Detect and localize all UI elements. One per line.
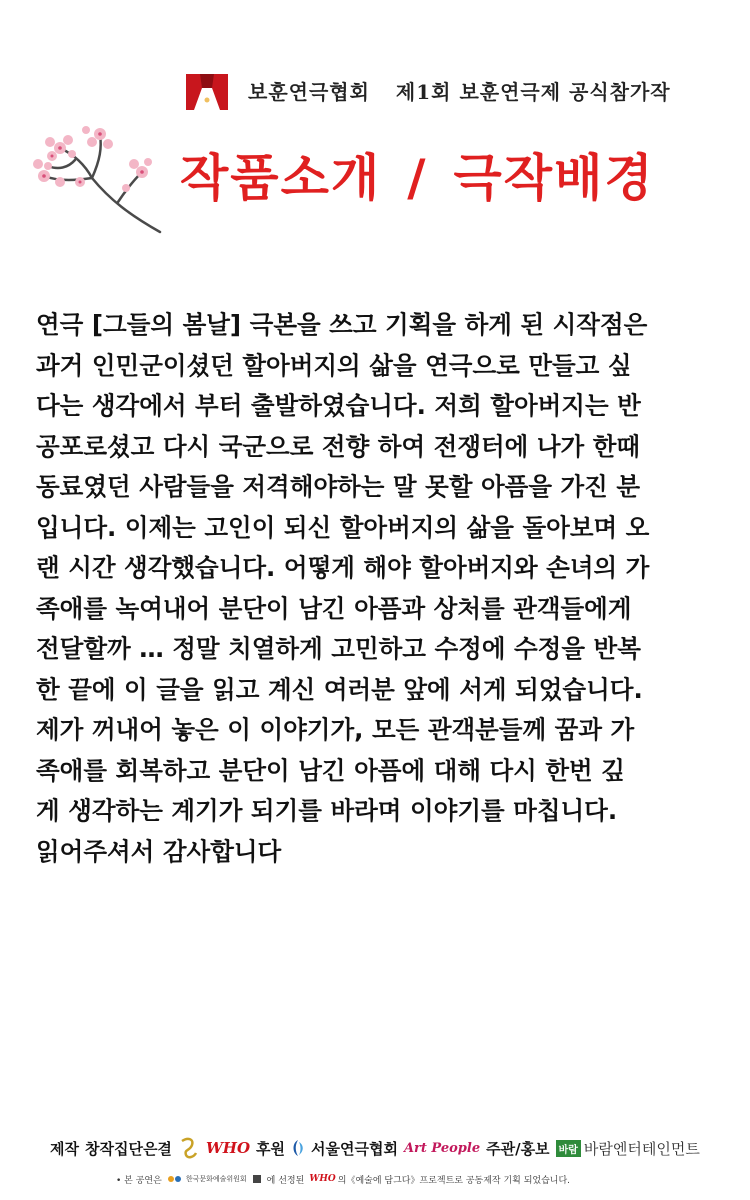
secondary-logo-icon — [252, 1174, 262, 1184]
title-left: 작품소개 — [180, 149, 382, 207]
body-paragraph — [36, 305, 726, 872]
theater-association-logo-icon — [182, 70, 232, 114]
page-title — [180, 138, 680, 210]
body-line: 전달할까 … 정말 치열하게 고민하고 수정에 수정을 반복 — [36, 634, 641, 663]
baram-name: 바람엔터테인먼트 — [583, 1139, 700, 1158]
body-line: 읽어주셔서 감사합니다 — [36, 836, 282, 866]
sponsor-name: 서울연극협회 — [311, 1139, 398, 1158]
body-line: 게 생각하는 계기가 되기를 바라며 이야기를 마칩니다. — [36, 796, 618, 825]
company-logo-icon — [178, 1135, 200, 1161]
note-who-logo: WHO — [309, 1174, 336, 1184]
body-line: 제가 꺼내어 놓은 이 이야기가, 모든 관객분들께 꿈과 가 — [36, 715, 635, 744]
company-name: 창작집단은결 — [84, 1139, 172, 1158]
header-title — [248, 76, 671, 105]
title-separator: / — [407, 149, 428, 207]
baram-logo: 바람 — [556, 1140, 581, 1157]
event-name: 제1회 보훈연극제 공식참가작 — [395, 80, 671, 104]
sponsor-label: 후원 — [256, 1139, 286, 1158]
cherry-blossom-icon — [30, 120, 165, 235]
arts-council-name: 한국문화예술위원회 — [185, 1175, 247, 1183]
seoul-theater-logo-icon — [291, 1139, 305, 1157]
body-line: 공포로셨고 다시 국군으로 전향 하여 전쟁터에 나가 한때 — [36, 431, 641, 461]
body-line: 족애를 녹여내어 분단이 남긴 아픔과 상처를 관객들에게 — [36, 593, 632, 623]
note-selected: 에 선정된 — [266, 1175, 305, 1186]
note-project: 의《예술에 담그다》프로젝트로 공동제작 기획 되었습니다. — [337, 1175, 571, 1186]
note-prefix: • 본 공연은 — [116, 1175, 162, 1186]
production-label: 제작 — [50, 1139, 79, 1158]
organization-name: 보훈연극협회 — [248, 80, 370, 104]
body-line: 연극 [그들의 봄날] 극본을 쓰고 기획을 하게 된 시작점은 — [36, 310, 648, 339]
body-line: 한 끝에 이 글을 읽고 계신 여러분 앞에 서게 되었습니다. — [36, 674, 643, 704]
body-line: 다는 생각에서 부터 출발하였습니다. 저희 할아버지는 반 — [36, 391, 641, 420]
body-line: 족애를 회복하고 분단이 남긴 아픔에 대해 다시 한번 깊 — [36, 755, 625, 785]
arts-council-logo-icon — [167, 1174, 183, 1184]
body-line: 입니다. 이제는 고인이 되신 할아버지의 삶을 돌아보며 오 — [36, 512, 650, 542]
body-line: 동료였던 사람들을 저격해야하는 말 못할 아픔을 가진 분 — [36, 472, 641, 501]
footer-note — [116, 1170, 575, 1188]
body-line: 랜 시간 생각했습니다. 어떻게 해야 할아버지와 손녀의 가 — [36, 553, 650, 582]
host-label: 주관/홍보 — [486, 1139, 550, 1158]
body-line: 과거 인민군이셨던 할아버지의 삶을 연극으로 만들고 싶 — [36, 350, 632, 380]
credits-row — [50, 1133, 706, 1163]
title-right: 극작배경 — [453, 149, 655, 207]
artpeople-logo: Art People — [403, 1140, 481, 1156]
who-logo: WHO — [205, 1139, 251, 1157]
